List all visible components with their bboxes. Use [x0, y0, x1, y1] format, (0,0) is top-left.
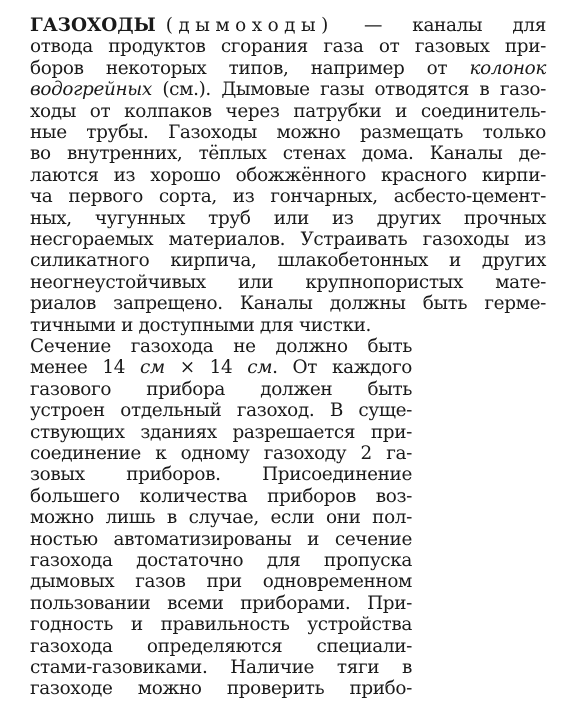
italic-reference: водогрейных — [30, 79, 152, 101]
article-line-20: ствующих зданиях разрешается при- — [30, 421, 412, 443]
article-heading-line — [30, 17, 546, 35]
article-line-1: (дымоходы) — каналы для — [165, 15, 546, 36]
article-line-18: газового прибора должен быть — [30, 378, 412, 400]
article-line-6: ные трубы. Газоходы можно размещать только — [30, 122, 546, 143]
italic-reference: см — [247, 357, 273, 379]
article-line-16: Сечение газохода не должно быть — [30, 336, 412, 357]
article-line-5: ходы от колпаков через патрубки и соединитель- — [30, 100, 546, 122]
article-line-19: устроен отдельный газоход. В суще- — [30, 400, 412, 422]
article-line-26: газохода достаточно для пропуска — [30, 550, 412, 571]
article-line-8: лаются из хорошо обожжённого красного кирпи- — [30, 164, 546, 186]
article-line-31: стами-газовиками. Наличие тяги в — [30, 657, 412, 678]
article-line-13: неогнеустойчивых или крупнопористых мате- — [30, 271, 546, 293]
article-line-11: несгораемых материалов. Устраивать газоходы из — [30, 229, 546, 250]
article-line-28: пользовании всеми приборами. При- — [30, 592, 412, 614]
article-line-2: отвода продуктов сгорания газа от газовых при- — [30, 36, 546, 58]
article-headword: ГАЗОХОДЫ — [30, 15, 156, 36]
article-line-23: большего количества приборов воз- — [30, 485, 412, 507]
article-line-21: соединение к одному газоходу 2 га- — [30, 443, 412, 464]
italic-reference: см — [139, 357, 165, 379]
article-line-29: годность и правильность устройства — [30, 614, 412, 636]
article-line-24: можно лишь в случае, если они пол- — [30, 507, 412, 529]
italic-reference: колонок — [469, 57, 546, 79]
article-line-4: водогрейных (см.). Дымовые газы отводятся в газо- — [30, 79, 546, 101]
article-line-32: газоходе можно проверить прибо- — [30, 678, 412, 700]
article-line-10: ных, чугунных труб или из других прочных — [30, 207, 546, 229]
article-line-22: зовых приборов. Присоединение — [30, 464, 412, 486]
article-line-30: газохода определяются специали- — [30, 635, 412, 657]
article-line-7: во внутренних, тёплых стенах дома. Каналы де- — [30, 143, 546, 165]
article-line-3: боров некоторых типов, например от колонок — [30, 57, 546, 79]
article-line-12: силикатного кирпича, шлакобетонных и других — [30, 250, 546, 272]
article-line-17: менее 14 см × 14 см. От каждого — [30, 357, 413, 379]
article-line-15: тичными и доступными для чистки. — [30, 314, 371, 336]
article-line-27: дымовых газов при одновременном — [30, 571, 412, 593]
article-line-25: ностью автоматизированы и сечение — [30, 528, 412, 550]
article-line-14: риалов запрещено. Каналы должны быть герме- — [30, 293, 546, 315]
article-line-9: ча первого сорта, из гончарных, асбесто-цемент- — [30, 186, 546, 208]
